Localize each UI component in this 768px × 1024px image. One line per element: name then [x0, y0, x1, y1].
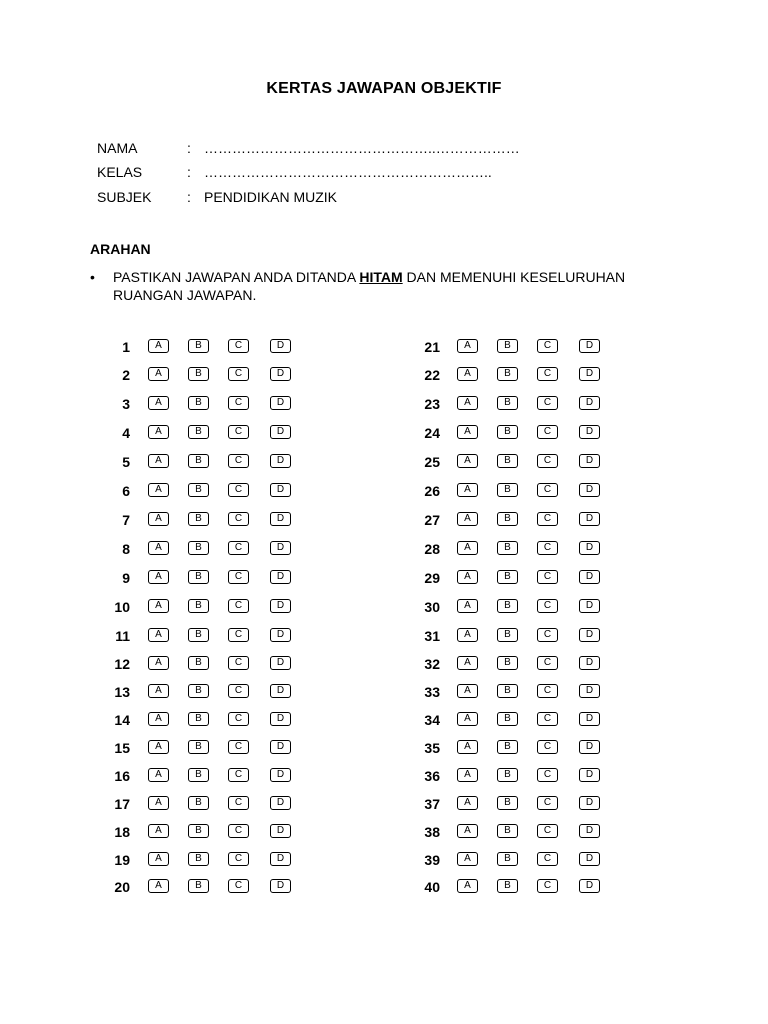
answer-bubble-d[interactable]: D [579, 852, 600, 866]
answer-bubble-d[interactable]: D [270, 541, 291, 555]
answer-bubble-b[interactable]: B [188, 852, 209, 866]
directions-text-after: DAN MEMENUHI KESELURUHAN RUANGAN JAWAPAN. [113, 269, 626, 303]
answer-bubble-b[interactable]: B [188, 768, 209, 782]
answer-bubble-b[interactable]: B [188, 628, 209, 642]
question-number: 2 [122, 367, 130, 383]
answer-bubble-d[interactable]: D [579, 512, 600, 526]
answer-bubble-a[interactable]: A [457, 339, 478, 353]
field-colon: : [187, 189, 191, 205]
answer-bubble-b[interactable]: B [188, 712, 209, 726]
field-label: NAMA [97, 140, 138, 156]
answer-bubble-d[interactable]: D [270, 512, 291, 526]
field-label: KELAS [97, 164, 143, 180]
answer-bubble-a[interactable]: A [457, 599, 478, 613]
question-number: 5 [122, 454, 130, 470]
question-number: 39 [424, 852, 440, 868]
question-number: 4 [122, 425, 130, 441]
answer-bubble-b[interactable]: B [188, 796, 209, 810]
answer-bubble-b[interactable]: B [497, 768, 518, 782]
answer-bubble-a[interactable]: A [457, 740, 478, 754]
question-number: 13 [114, 684, 130, 700]
answer-bubble-d[interactable]: D [579, 339, 600, 353]
question-number: 17 [114, 796, 130, 812]
answer-bubble-c[interactable]: C [228, 599, 249, 613]
answer-bubble-c[interactable]: C [228, 483, 249, 497]
answer-bubble-b[interactable]: B [497, 339, 518, 353]
answer-bubble-b[interactable]: B [497, 541, 518, 555]
question-number: 12 [114, 656, 130, 672]
field-label: SUBJEK [97, 189, 152, 205]
answer-bubble-a[interactable]: A [457, 796, 478, 810]
page-title: KERTAS JAWAPAN OBJEKTIF [266, 80, 502, 97]
question-number: 32 [424, 656, 440, 672]
question-number: 20 [114, 879, 130, 895]
answer-bubble-a[interactable]: A [148, 396, 169, 410]
answer-bubble-a[interactable]: A [457, 628, 478, 642]
answer-bubble-b[interactable]: B [497, 796, 518, 810]
question-number: 16 [114, 768, 130, 784]
answer-bubble-c[interactable]: C [537, 796, 558, 810]
answer-bubble-d[interactable]: D [579, 599, 600, 613]
question-number: 34 [424, 712, 440, 728]
answer-bubble-c[interactable]: C [537, 367, 558, 381]
answer-bubble-d[interactable]: D [579, 824, 600, 838]
answer-bubble-d[interactable]: D [270, 454, 291, 468]
answer-bubble-c[interactable]: C [228, 339, 249, 353]
answer-bubble-c[interactable]: C [228, 656, 249, 670]
answer-bubble-a[interactable]: A [457, 483, 478, 497]
answer-bubble-b[interactable]: B [497, 512, 518, 526]
answer-bubble-d[interactable]: D [270, 599, 291, 613]
question-number: 9 [122, 570, 130, 586]
answer-bubble-d[interactable]: D [270, 684, 291, 698]
answer-bubble-d[interactable]: D [270, 570, 291, 584]
answer-bubble-c[interactable]: C [228, 879, 249, 893]
answer-bubble-d[interactable]: D [579, 483, 600, 497]
answer-bubble-b[interactable]: B [497, 425, 518, 439]
answer-bubble-d[interactable]: D [270, 796, 291, 810]
question-number: 30 [424, 599, 440, 615]
answer-bubble-a[interactable]: A [148, 712, 169, 726]
answer-bubble-d[interactable]: D [579, 712, 600, 726]
answer-bubble-b[interactable]: B [497, 684, 518, 698]
question-number: 10 [114, 599, 130, 615]
field-value: …………………………………………..……………… [204, 140, 520, 156]
question-number: 27 [424, 512, 440, 528]
answer-bubble-d[interactable]: D [579, 396, 600, 410]
answer-bubble-c[interactable]: C [228, 367, 249, 381]
answer-bubble-c[interactable]: C [228, 628, 249, 642]
answer-bubble-c[interactable]: C [537, 425, 558, 439]
answer-bubble-c[interactable]: C [537, 879, 558, 893]
answer-bubble-a[interactable]: A [148, 656, 169, 670]
question-number: 36 [424, 768, 440, 784]
answer-bubble-c[interactable]: C [228, 740, 249, 754]
answer-bubble-b[interactable]: B [497, 740, 518, 754]
answer-bubble-c[interactable]: C [228, 852, 249, 866]
answer-bubble-c[interactable]: C [228, 396, 249, 410]
question-number: 37 [424, 796, 440, 812]
answer-bubble-a[interactable]: A [148, 425, 169, 439]
answer-bubble-a[interactable]: A [148, 367, 169, 381]
answer-bubble-a[interactable]: A [148, 454, 169, 468]
answer-bubble-b[interactable]: B [497, 879, 518, 893]
answer-bubble-c[interactable]: C [537, 454, 558, 468]
question-number: 18 [114, 824, 130, 840]
answer-bubble-b[interactable]: B [188, 425, 209, 439]
question-number: 15 [114, 740, 130, 756]
answer-bubble-b[interactable]: B [497, 712, 518, 726]
answer-bubble-b[interactable]: B [188, 879, 209, 893]
answer-bubble-b[interactable]: B [497, 367, 518, 381]
directions-emphasis: HITAM [359, 269, 403, 285]
answer-bubble-c[interactable]: C [228, 768, 249, 782]
answer-bubble-a[interactable]: A [457, 879, 478, 893]
answer-bubble-b[interactable]: B [188, 454, 209, 468]
answer-bubble-c[interactable]: C [537, 852, 558, 866]
answer-bubble-c[interactable]: C [537, 712, 558, 726]
answer-bubble-c[interactable]: C [537, 570, 558, 584]
answer-bubble-d[interactable]: D [579, 367, 600, 381]
question-number: 14 [114, 712, 130, 728]
answer-bubble-b[interactable]: B [188, 656, 209, 670]
answer-bubble-a[interactable]: A [457, 425, 478, 439]
directions-text-before: PASTIKAN JAWAPAN ANDA DITANDA [113, 269, 360, 285]
answer-bubble-b[interactable]: B [497, 599, 518, 613]
question-number: 1 [122, 339, 130, 355]
answer-bubble-d[interactable]: D [579, 879, 600, 893]
answer-bubble-d[interactable]: D [270, 396, 291, 410]
answer-bubble-a[interactable]: A [457, 541, 478, 555]
field-value: …………………………………………………….. [204, 164, 492, 180]
answer-bubble-d[interactable]: D [270, 879, 291, 893]
answer-bubble-a[interactable]: A [148, 852, 169, 866]
answer-bubble-d[interactable]: D [270, 712, 291, 726]
answer-bubble-d[interactable]: D [270, 339, 291, 353]
answer-bubble-c[interactable]: C [228, 570, 249, 584]
answer-bubble-d[interactable]: D [270, 852, 291, 866]
question-number: 21 [424, 339, 440, 355]
question-number: 31 [424, 628, 440, 644]
answer-bubble-c[interactable]: C [537, 768, 558, 782]
answer-bubble-c[interactable]: C [228, 824, 249, 838]
answer-bubble-d[interactable]: D [270, 483, 291, 497]
bullet-icon: • [90, 269, 95, 285]
answer-bubble-b[interactable]: B [188, 367, 209, 381]
answer-bubble-a[interactable]: A [457, 684, 478, 698]
question-number: 26 [424, 483, 440, 499]
question-number: 23 [424, 396, 440, 412]
answer-bubble-a[interactable]: A [148, 541, 169, 555]
question-number: 24 [424, 425, 440, 441]
answer-bubble-b[interactable]: B [188, 541, 209, 555]
answer-bubble-a[interactable]: A [457, 396, 478, 410]
answer-bubble-d[interactable]: D [270, 656, 291, 670]
answer-bubble-b[interactable]: B [497, 396, 518, 410]
question-number: 6 [122, 483, 130, 499]
answer-bubble-d[interactable]: D [270, 425, 291, 439]
question-number: 8 [122, 541, 130, 557]
question-number: 22 [424, 367, 440, 383]
answer-bubble-d[interactable]: D [579, 684, 600, 698]
question-number: 40 [424, 879, 440, 895]
answer-bubble-b[interactable]: B [188, 684, 209, 698]
answer-bubble-d[interactable]: D [579, 768, 600, 782]
answer-bubble-c[interactable]: C [537, 483, 558, 497]
answer-bubble-a[interactable]: A [148, 628, 169, 642]
directions-heading: ARAHAN [90, 241, 151, 257]
answer-bubble-a[interactable]: A [148, 824, 169, 838]
question-number: 29 [424, 570, 440, 586]
question-number: 19 [114, 852, 130, 868]
answer-bubble-c[interactable]: C [537, 599, 558, 613]
question-number: 11 [115, 628, 130, 644]
answer-bubble-b[interactable]: B [497, 483, 518, 497]
answer-bubble-c[interactable]: C [537, 396, 558, 410]
answer-bubble-b[interactable]: B [188, 599, 209, 613]
answer-bubble-d[interactable]: D [579, 454, 600, 468]
answer-bubble-d[interactable]: D [270, 824, 291, 838]
answer-bubble-b[interactable]: B [497, 454, 518, 468]
answer-bubble-b[interactable]: B [188, 483, 209, 497]
field-value: PENDIDIKAN MUZIK [204, 189, 338, 205]
answer-bubble-d[interactable]: D [270, 367, 291, 381]
answer-bubble-a[interactable]: A [457, 712, 478, 726]
answer-bubble-a[interactable]: A [148, 879, 169, 893]
answer-bubble-b[interactable]: B [188, 339, 209, 353]
question-number: 7 [122, 512, 130, 528]
answer-bubble-a[interactable]: A [457, 852, 478, 866]
answer-bubble-a[interactable]: A [457, 824, 478, 838]
answer-bubble-a[interactable]: A [457, 570, 478, 584]
answer-bubble-d[interactable]: D [579, 796, 600, 810]
answer-bubble-a[interactable]: A [148, 339, 169, 353]
answer-bubble-b[interactable]: B [188, 512, 209, 526]
answer-bubble-d[interactable]: D [270, 740, 291, 754]
answer-bubble-c[interactable]: C [228, 512, 249, 526]
answer-bubble-a[interactable]: A [148, 684, 169, 698]
answer-bubble-d[interactable]: D [270, 768, 291, 782]
answer-bubble-c[interactable]: C [537, 541, 558, 555]
answer-bubble-a[interactable]: A [148, 796, 169, 810]
answer-bubble-a[interactable]: A [148, 599, 169, 613]
question-number: 35 [424, 740, 440, 756]
answer-bubble-c[interactable]: C [228, 541, 249, 555]
answer-bubble-c[interactable]: C [537, 656, 558, 670]
answer-bubble-a[interactable]: A [457, 512, 478, 526]
answer-bubble-d[interactable]: D [579, 541, 600, 555]
answer-bubble-a[interactable]: A [457, 454, 478, 468]
answer-bubble-b[interactable]: B [497, 656, 518, 670]
answer-bubble-a[interactable]: A [457, 768, 478, 782]
answer-bubble-c[interactable]: C [228, 425, 249, 439]
answer-bubble-b[interactable]: B [188, 570, 209, 584]
answer-bubble-b[interactable]: B [497, 570, 518, 584]
answer-bubble-d[interactable]: D [579, 740, 600, 754]
answer-bubble-c[interactable]: C [228, 684, 249, 698]
answer-bubble-b[interactable]: B [188, 740, 209, 754]
answer-bubble-c[interactable]: C [537, 512, 558, 526]
answer-bubble-d[interactable]: D [579, 628, 600, 642]
field-colon: : [187, 164, 191, 180]
answer-bubble-c[interactable]: C [228, 454, 249, 468]
answer-bubble-d[interactable]: D [579, 656, 600, 670]
answer-bubble-b[interactable]: B [497, 852, 518, 866]
answer-bubble-a[interactable]: A [457, 367, 478, 381]
field-colon: : [187, 140, 191, 156]
answer-bubble-d[interactable]: D [579, 570, 600, 584]
answer-bubble-a[interactable]: A [148, 483, 169, 497]
question-number: 38 [424, 824, 440, 840]
answer-bubble-c[interactable]: C [537, 824, 558, 838]
answer-bubble-a[interactable]: A [148, 512, 169, 526]
question-number: 28 [424, 541, 440, 557]
answer-bubble-c[interactable]: C [537, 684, 558, 698]
answer-bubble-b[interactable]: B [497, 628, 518, 642]
answer-bubble-a[interactable]: A [148, 570, 169, 584]
answer-bubble-a[interactable]: A [148, 768, 169, 782]
answer-bubble-a[interactable]: A [148, 740, 169, 754]
answer-bubble-b[interactable]: B [497, 824, 518, 838]
answer-bubble-c[interactable]: C [537, 339, 558, 353]
answer-bubble-c[interactable]: C [228, 796, 249, 810]
answer-bubble-c[interactable]: C [228, 712, 249, 726]
question-number: 25 [424, 454, 440, 470]
answer-bubble-b[interactable]: B [188, 396, 209, 410]
answer-bubble-a[interactable]: A [457, 656, 478, 670]
answer-bubble-c[interactable]: C [537, 628, 558, 642]
answer-bubble-d[interactable]: D [579, 425, 600, 439]
question-number: 33 [424, 684, 440, 700]
answer-bubble-b[interactable]: B [188, 824, 209, 838]
answer-bubble-c[interactable]: C [537, 740, 558, 754]
question-number: 3 [122, 396, 130, 412]
answer-bubble-d[interactable]: D [270, 628, 291, 642]
